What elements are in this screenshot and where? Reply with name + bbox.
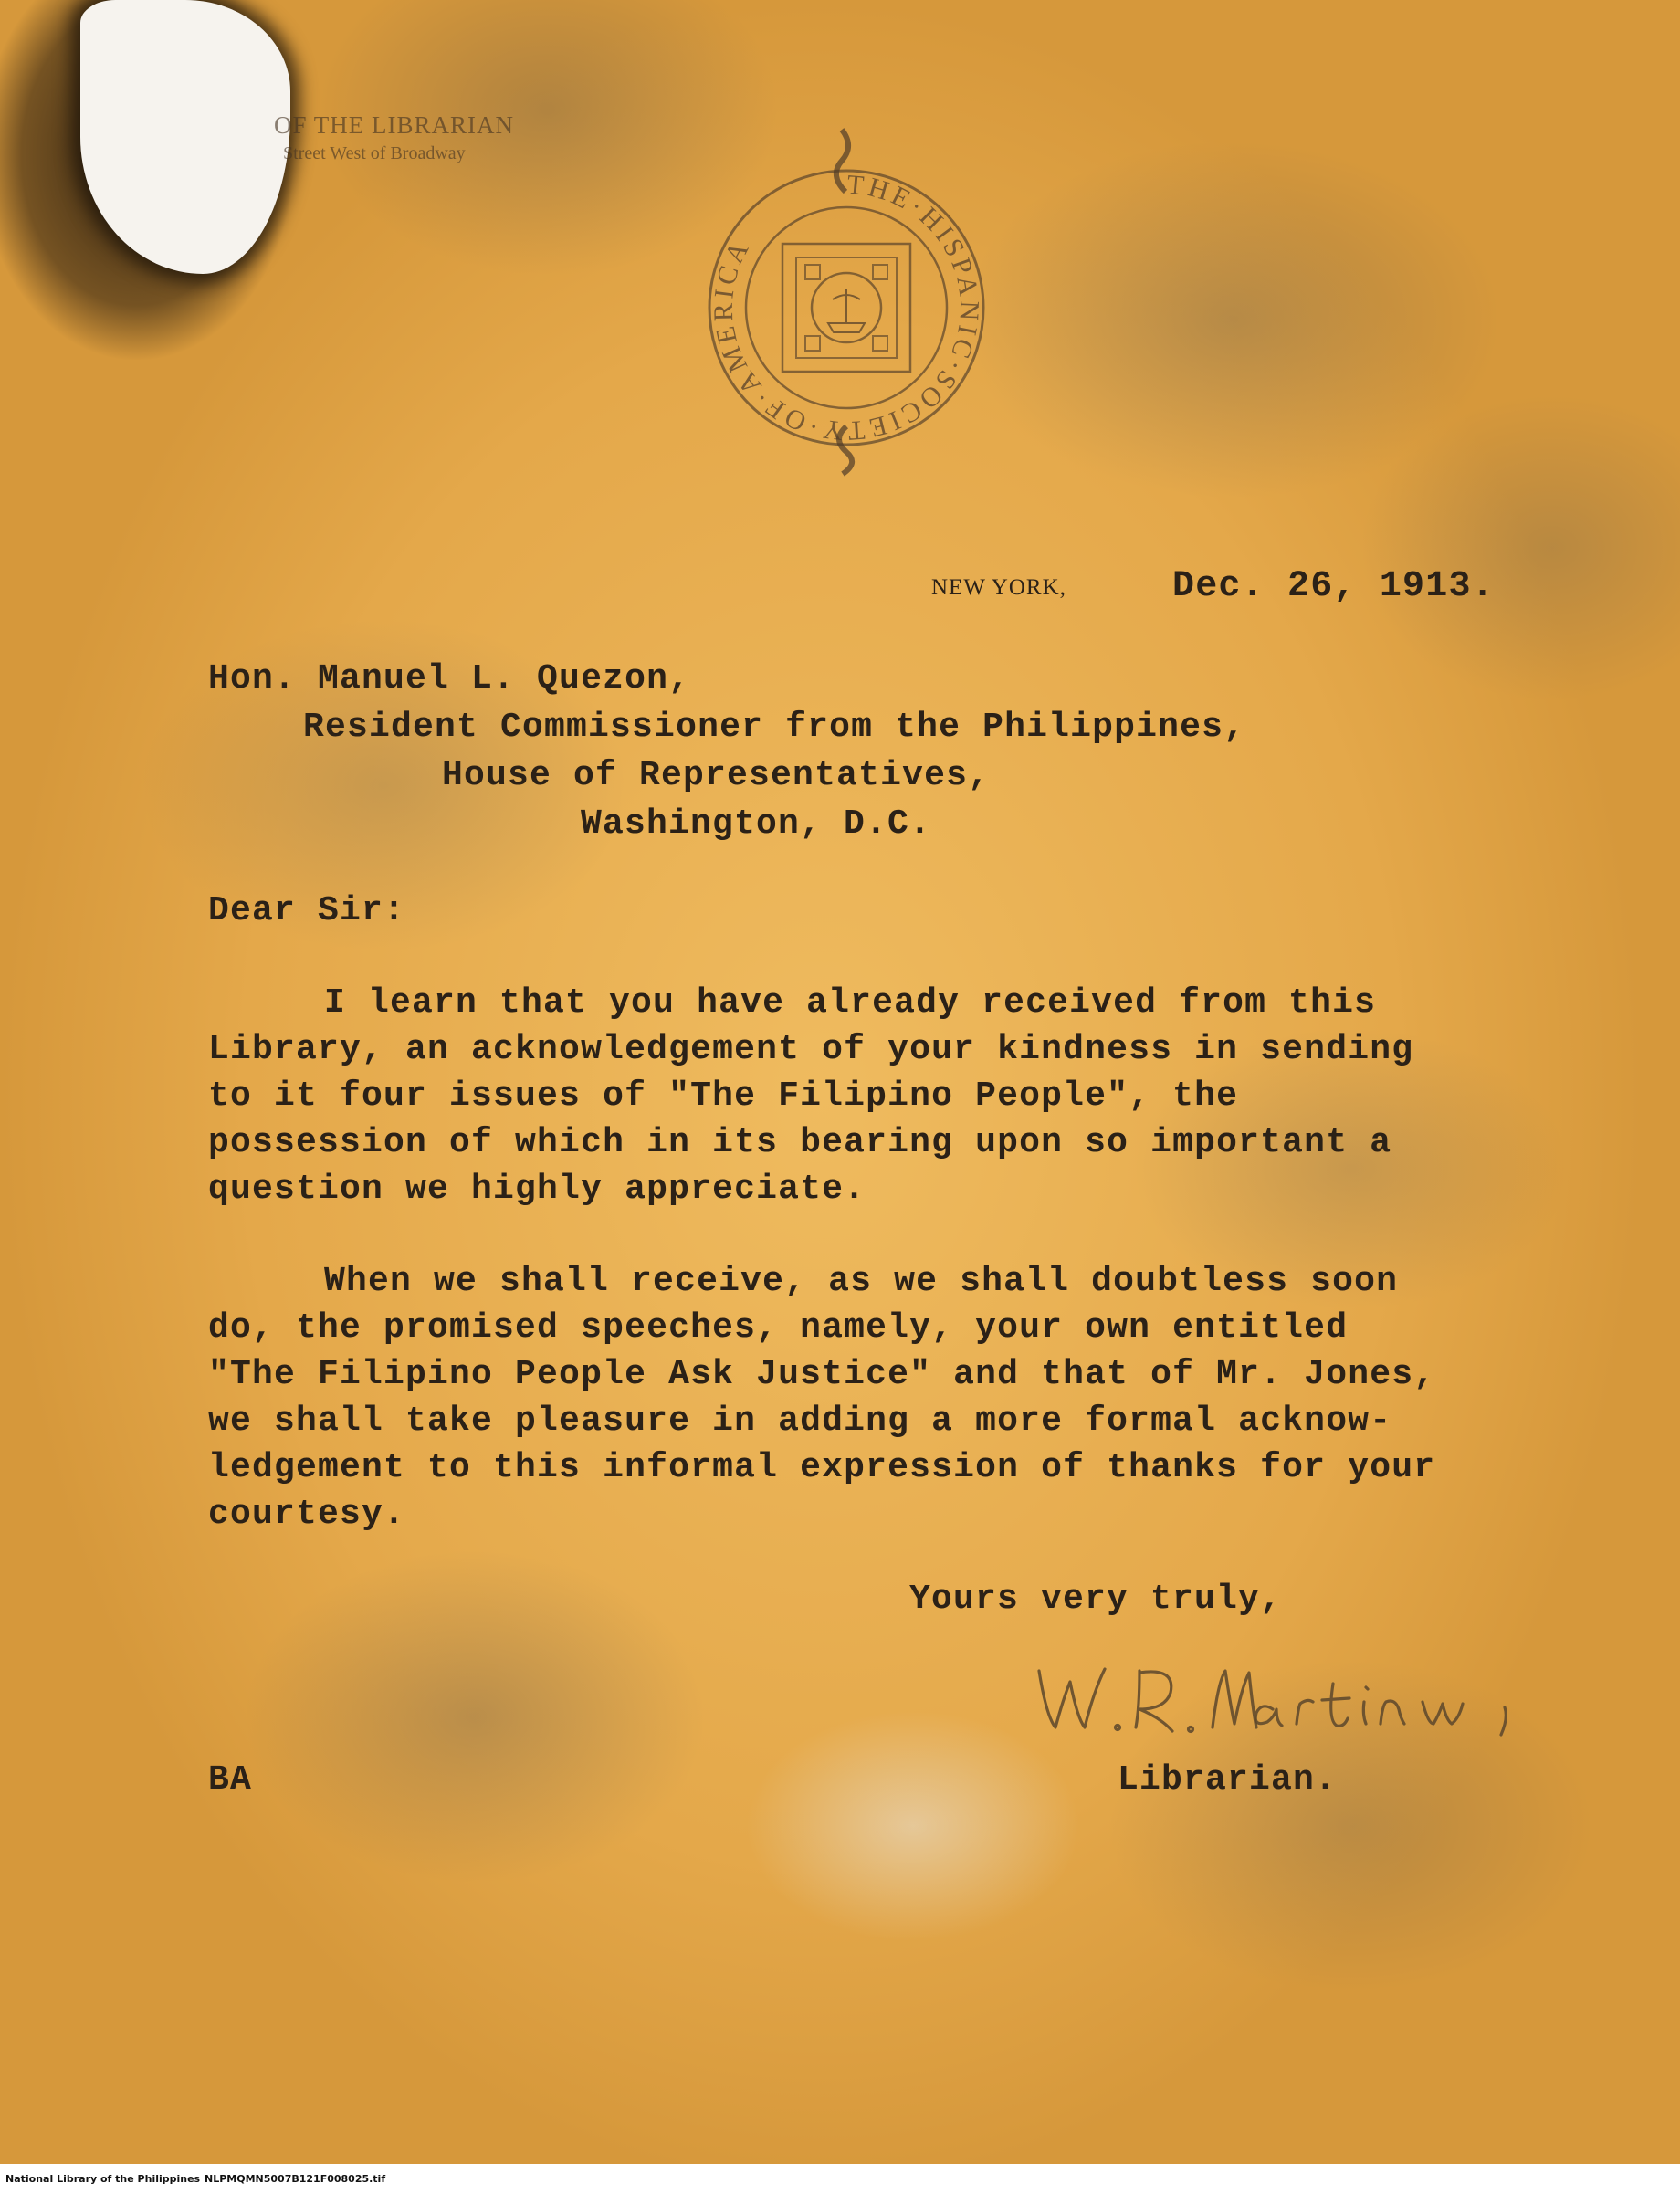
- paragraph2-line-5: ledgement to this informal expression of thanks for your: [208, 1448, 1436, 1487]
- letterhead: [274, 111, 514, 164]
- paragraph2-line-2: do, the promised speeches, namely, your own entitled: [208, 1308, 1349, 1348]
- seal-text: THE·HISPANIC·SOCIETY·OF·AMERICA: [708, 169, 985, 446]
- letter-date: Dec. 26, 1913.: [1172, 566, 1495, 607]
- paragraph1-line-4: possession of which in its bearing upon so important a: [208, 1123, 1392, 1162]
- footer-institution: National Library of the Philippines: [5, 2173, 201, 2185]
- letter-place: NEW YORK,: [931, 575, 1066, 600]
- signer-title: Librarian.: [1118, 1760, 1338, 1800]
- letterhead-title: OF THE LIBRARIAN: [274, 111, 515, 139]
- address-line-3: House of Representatives,: [442, 756, 991, 795]
- burn-damage: [80, 0, 290, 274]
- address-line-4: Washington, D.C.: [581, 804, 932, 844]
- paragraph1-line-3: to it four issues of "The Filipino People", the: [208, 1076, 1239, 1116]
- closing: Yours very truly,: [909, 1580, 1283, 1619]
- paragraph2-line-4: we shall take pleasure in adding a more formal acknow-: [208, 1401, 1392, 1441]
- scan-footer: [0, 2166, 1680, 2194]
- paragraph2-line-3: "The Filipino People Ask Justice" and that of Mr. Jones,: [208, 1355, 1436, 1394]
- paragraph1-line-1: I learn that you have already received from this: [324, 983, 1377, 1023]
- letterhead-address: Street West of Broadway: [283, 143, 466, 163]
- salutation: Dear Sir:: [208, 891, 406, 930]
- handwritten-signature: [1030, 1643, 1541, 1753]
- paragraph1-line-2: Library, an acknowledgement of your kindness in sending: [208, 1030, 1414, 1069]
- paragraph1-line-5: question we highly appreciate.: [208, 1170, 866, 1209]
- paragraph2-line-6: courtesy.: [208, 1495, 406, 1534]
- society-seal-icon: [696, 121, 997, 477]
- typist-initials: BA: [208, 1760, 253, 1800]
- address-line-2: Resident Commissioner from the Philippines,: [303, 708, 1246, 747]
- footer-filename: NLPMQMN5007B121F008025.tif: [205, 2173, 386, 2185]
- paragraph2-line-1: When we shall receive, as we shall doubtless soon: [324, 1262, 1399, 1301]
- address-line-1: Hon. Manuel L. Quezon,: [208, 659, 691, 698]
